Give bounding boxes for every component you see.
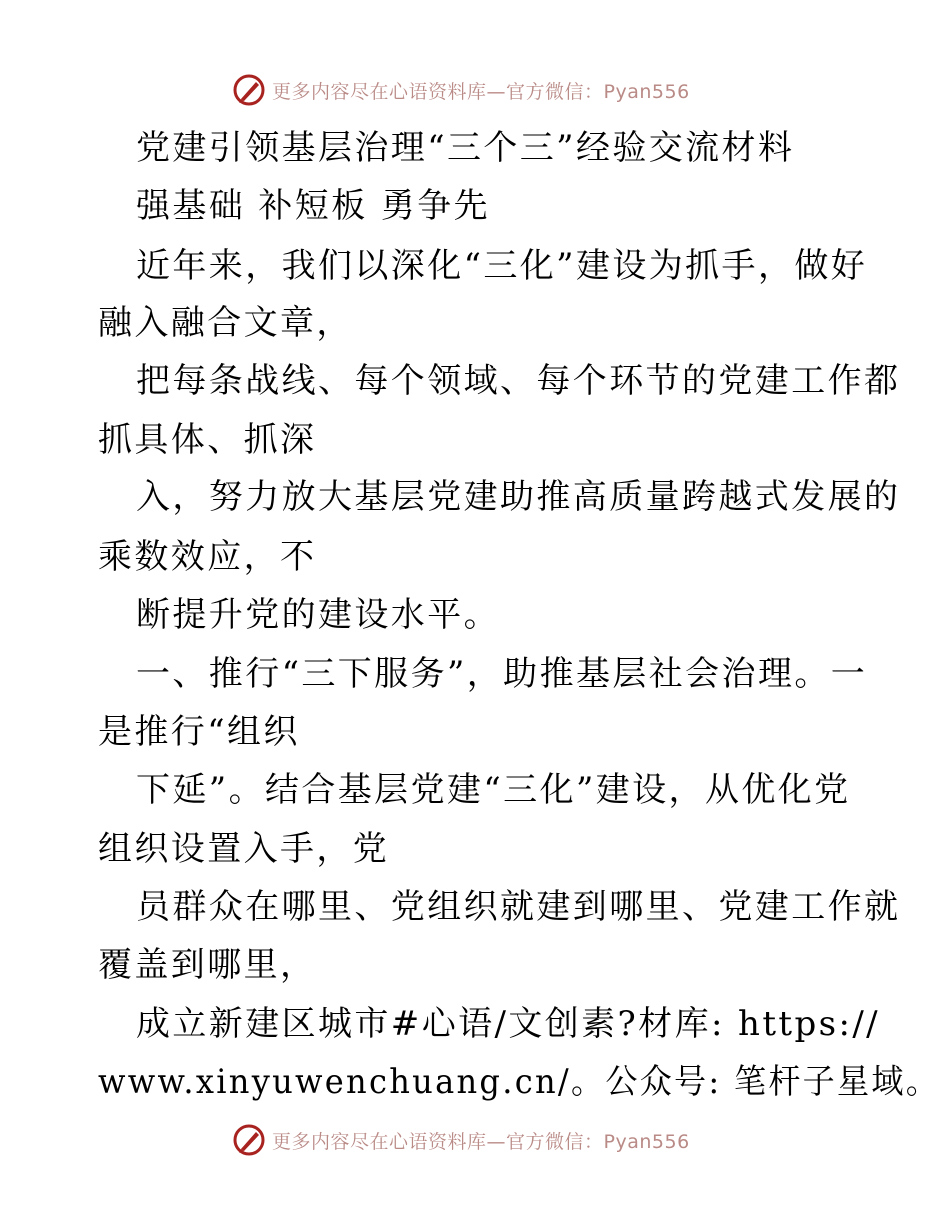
paragraph-line: 近年来，我们以深化“三化”建设为抓手，做好 [136, 246, 868, 286]
paragraph-line: 入，努力放大基层党建助推高质量跨越式发展的 [136, 477, 901, 517]
paragraph-line: 成立新建区城市#心语/文创素?材库: https:// [136, 1004, 881, 1044]
paragraph-line: 组织设置入手，党 [98, 829, 390, 869]
header-watermark [232, 72, 690, 108]
footer-watermark [232, 1122, 690, 1158]
paragraph-line: 一、推行“三下服务”，助推基层社会治理。一 [136, 654, 868, 694]
paragraph-line: 抓具体、抓深 [98, 420, 317, 460]
watermark-text: 更多内容尽在心语资料库—官方微信：Pyan556 [272, 1130, 690, 1153]
paragraph-line: 乘数效应，不 [98, 537, 317, 577]
document-title: 党建引领基层治理“三个三”经验交流材料 [136, 128, 795, 168]
pen-logo-icon [232, 73, 266, 107]
paragraph-line: 员群众在哪里、党组织就建到哪里、党建工作就 [136, 887, 901, 927]
paragraph-line: 是推行“组织 [98, 712, 300, 752]
paragraph-line: 把每条战线、每个领域、每个环节的党建工作都 [136, 361, 901, 401]
document-subtitle: 强基础 补短板 勇争先 [136, 186, 491, 226]
watermark-text: 更多内容尽在心语资料库—官方微信：Pyan556 [272, 80, 690, 103]
paragraph-line: 融入融合文章， [98, 303, 353, 343]
paragraph-line: www.xinyuwenchuang.cn/。公众号: 笔杆子星域。 [98, 1062, 941, 1102]
paragraph-line: 下延”。结合基层党建“三化”建设，从优化党 [136, 770, 851, 810]
paragraph-line: 覆盖到哪里， [98, 945, 317, 985]
pen-logo-icon [232, 1123, 266, 1157]
paragraph-line: 断提升党的建设水平。 [136, 595, 500, 635]
